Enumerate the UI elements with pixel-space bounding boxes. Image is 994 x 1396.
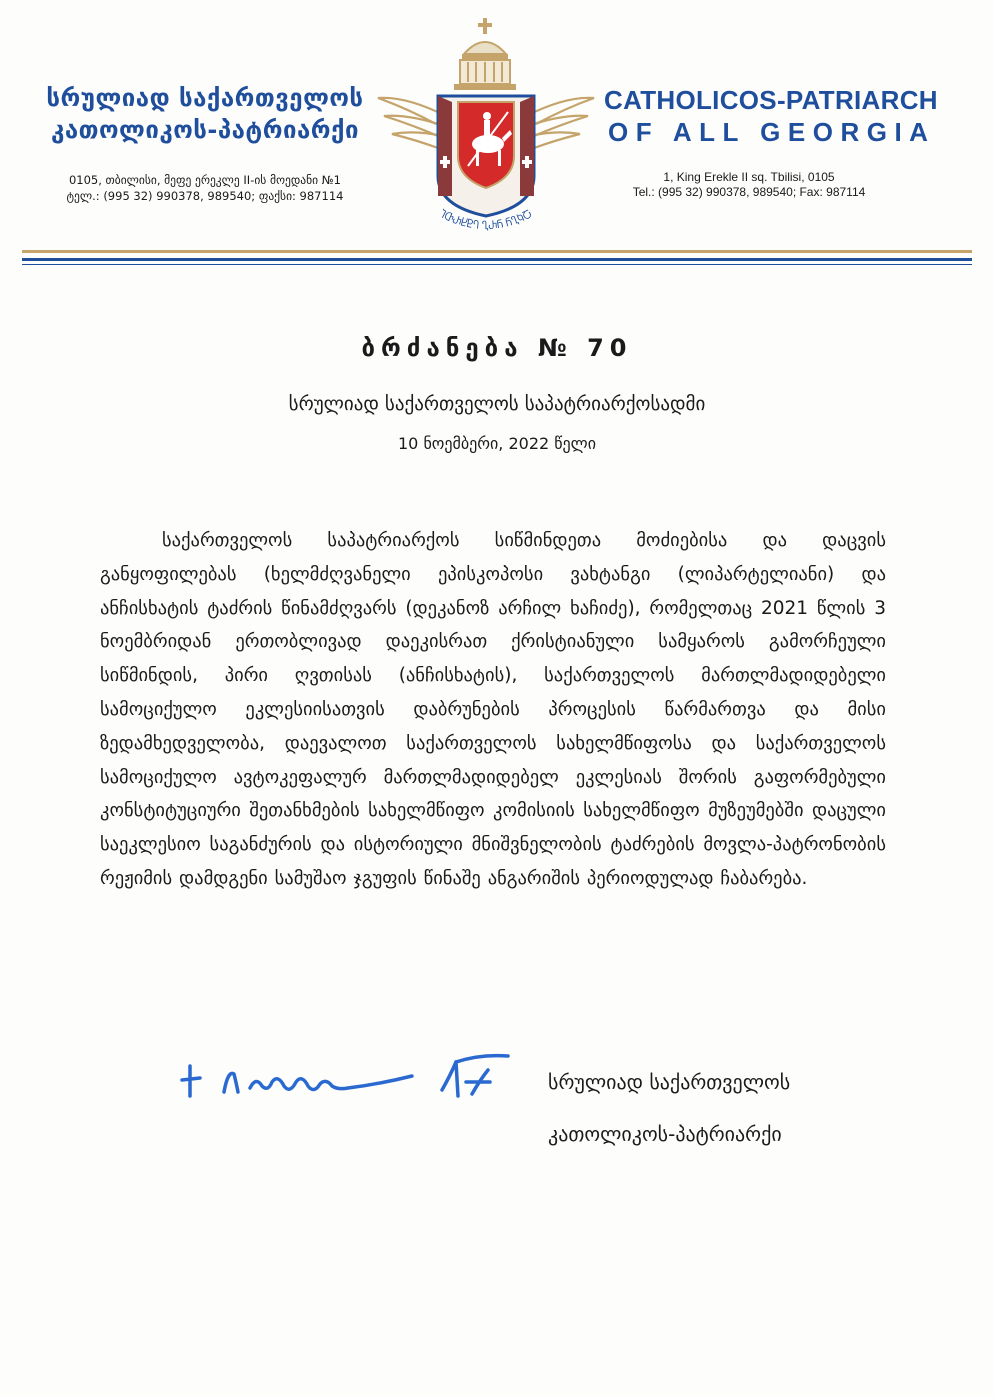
handwritten-signature [180,1040,530,1110]
header-en-phone: Tel.: (995 32) 990378, 989540; Fax: 987114 [632,185,866,199]
header-divider-gold [22,250,972,253]
header-english [604,84,938,200]
order-date: 10 ნოემბერი, 2022 წელი [398,434,596,453]
order-subtitle: სრულიად საქართველოს საპატრიარქოსადმი [288,393,706,415]
header-ka-title-line1: სრულიად საქართველოს [46,84,364,112]
patriarchate-emblem-icon [376,16,596,246]
order-title: ბრძანება № 70 [361,334,633,362]
header-georgian [40,82,370,204]
header-ka-phone: ტელ.: (995 32) 990378, 989540; ფაქსი: 987114 [66,189,344,203]
header-divider-blue [22,258,972,261]
signatory-block [548,1056,888,1160]
header-en-address: 1, King Erekle II sq. Tbilisi, 0105 [663,170,835,184]
header-divider-blue-thin [22,264,972,265]
emblem-motto: ႨႧႰႾႲႤ ႢႰႬ ႬႢႩႠ [437,209,535,233]
order-body-paragraph: საქართველოს საპატრიარქოს სიწმინდეთა მოძიებისა და დაცვის განყოფილებას (ხელმძღვანელი ეპისკოპოსი ვახტანგი (ლიპარტელიანი) და ანჩისხატის ტაძრის წინამძღვარს (დეკანოზ არჩილ ხაჩიძე), რომელთაც 2021 წლის 3 ნოემბრიდან ერთობლივად დაეკისრათ ქრისტიანული სამყაროს გამორჩეული სიწმინდის, პირი ღვთისას (ანჩისხატის), საქართველოს მართლმადიდებელი სამოციქულო ეკლესიისათვის დაბრუნების პროცესის წარმართვა და მისი ზედამხედველობა, დაევალოთ საქართველოს სახელმწიფოსა და საქართველოს სამოციქულო ავტოკეფალურ მართლმადიდებელ ეკლესიას შორის გაფორმებული კონსტიტუციური შეთანხმების სახელმწიფო კომისიის სახელმწიფო მუზეუმებში დაცული საეკლესიო საგანძურის და ისტორიული მნიშვნელობის ტაძრების მოვლა-პატრონობის რეჟიმის დამდგენი სამუშაო ჯგუფის წინაშე ანგარიშის პერიოდულად ჩაბარება. [100,530,886,889]
header-ka-address: 0105, თბილისი, მეფე ერეკლე II-ის მოედანი №1 [68,173,341,187]
header-en-title-line1: CATHOLICOS-PATRIARCH [604,85,938,115]
header-ka-title-line2: კათოლიკოს-პატრიარქი [51,116,359,144]
signatory-line1: სრულიად საქართველოს [548,1070,791,1094]
signatory-line2: კათოლიკოს-პატრიარქი [548,1122,782,1146]
header-en-title-line2: OF ALL GEORGIA [608,117,936,147]
